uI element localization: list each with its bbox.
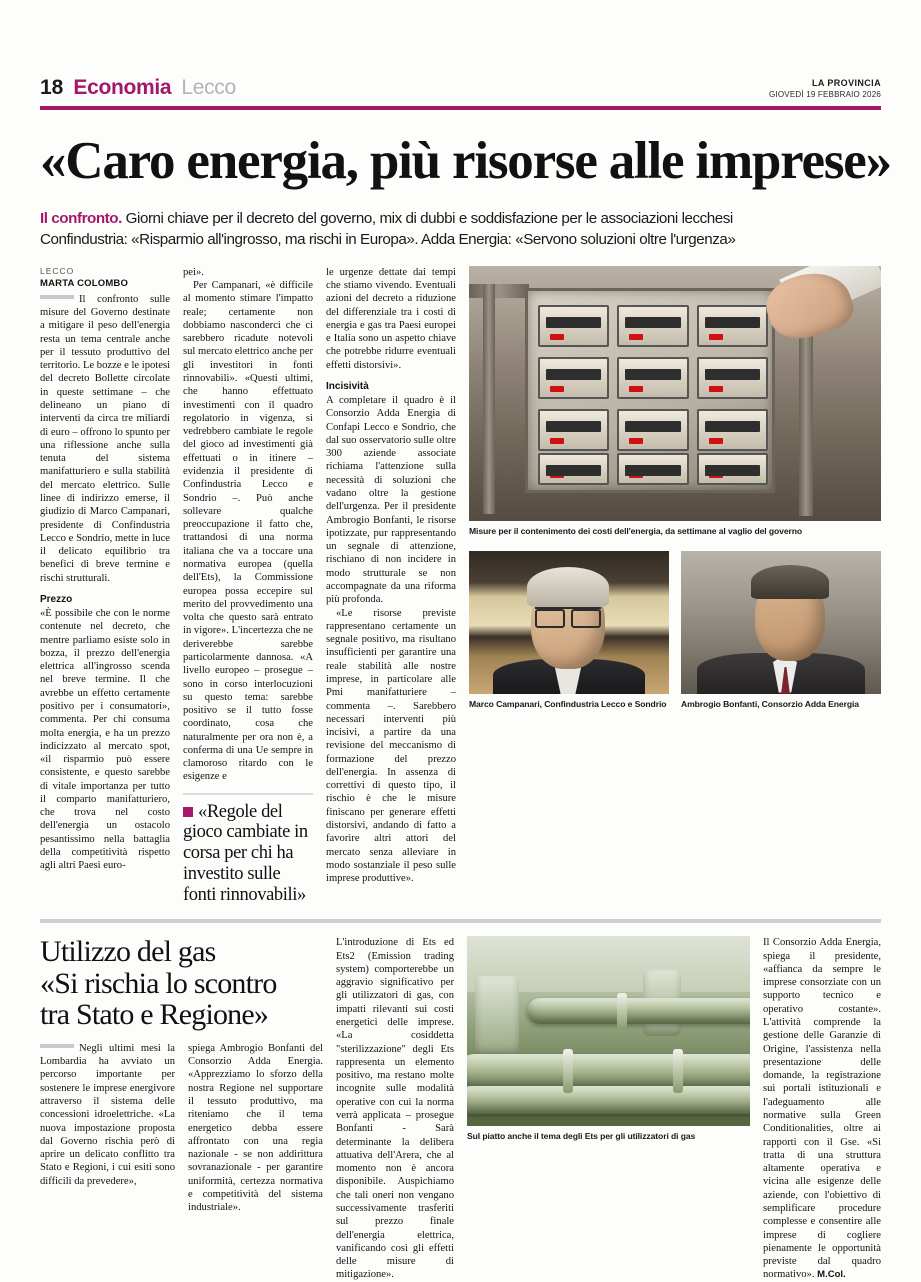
photo-caption-gas: Sul piatto anche il tema degli Ets per gli utilizzatori di gas <box>467 1131 696 1142</box>
lower-headline-line3: tra Stato e Regione» <box>40 997 269 1031</box>
portrait-row <box>469 551 881 710</box>
lower-column-4 <box>763 936 881 1281</box>
byline: MARTA COLOMBO <box>40 277 129 289</box>
lower-column-3 <box>336 936 454 1281</box>
subhead-incisivita: Incisività <box>326 381 369 393</box>
lower-headline <box>40 936 323 1030</box>
section-subtitle: Lecco <box>181 76 236 99</box>
square-bullet-icon <box>183 807 193 817</box>
photo-column <box>469 266 881 906</box>
photo-caption-bonfanti: Ambrogio Bonfanti, Consorzio Adda Energia <box>681 698 859 709</box>
article-column-2 <box>183 266 313 906</box>
masthead-right <box>769 78 881 100</box>
lower-headline-line2: «Si rischia lo scontro <box>40 966 277 1000</box>
deck-kicker: Il confronto. <box>40 209 122 227</box>
lower-photo-column <box>467 936 750 1281</box>
deck-line1: Giorni chiave per il decreto del governo, mix di dubbi e soddisfazione per le associazioni lecchesi <box>121 209 733 227</box>
masthead-rule <box>40 106 881 110</box>
subhead-prezzo: Prezzo <box>40 593 73 605</box>
pull-quote <box>183 793 313 906</box>
lead-dinkus <box>40 1044 74 1048</box>
photo-marco-campanari <box>469 551 669 694</box>
section-divider <box>40 919 881 923</box>
paragraph: le urgenze dettate dai tempi che stiamo vivendo. Eventuali azioni del decreto a riduzione del differenziale tra i costi di energia e gas tra Paesi europei e Italia sono un aspetto chiave che potrebbe ridurre eventuali effetti distorsivi». <box>326 266 456 371</box>
paragraph: L'introduzione di Ets ed Ets2 (Emission trading system) comporterebbe un aggravio significativo per gli utilizzatori di gas, con impatti rilevanti sui costi energetici delle imprese. «La cosiddetta "sterilizzazione" degli Ets rappresenta un elemento positivo, ma restano molte incognite sulle modalità operative con cui la norma verrà applicata – prosegue Bonfanti - Sarà determinante la delibera attuativa dell'Arera, che al momento non è ancora disponibile. Auspichiamo che tali oneri non vengano successivamente trasferiti sul prezzo finale dell'energia elettrica, vanificando così gli effetti delle misure di mitigazione». <box>336 937 454 1281</box>
paragraph: «Le risorse previste rappresentano certamente un segnale positivo, ma risultano insufficienti per garantire una reale stabilità alle nostre imprese, in particolare alle Pmi manifatturiere – commenta –. Sarebbero necessari interventi più incisivi, a partire da una revisione del meccanismo di formazione del prezzo dell'energia. In assenza di correttivi di questo tipo, il rischio è che le misure finiscano per generare effetti distorsivi, andando di fatto a favorire altri attori del mercato senza alleviare in modo sostanziale il peso sulle imprese produttive». <box>326 607 456 885</box>
top-article <box>40 266 881 906</box>
masthead <box>40 0 881 100</box>
photo-caption-campanari: Marco Campanari, Confindustria Lecco e Sondrio <box>469 698 667 709</box>
main-headline: «Caro energia, più risorse alle imprese» <box>40 132 891 190</box>
article-column-1 <box>40 266 170 906</box>
paper-name: LA PROVINCIA <box>812 77 881 88</box>
article-column-3 <box>326 266 456 906</box>
deck-line2: Confindustria: «Risparmio all'ingrosso, ma rischi in Europa». Adda Energia: «Servono soluzioni oltre l'urgenza» <box>40 231 736 249</box>
paragraph: pei». <box>183 266 204 278</box>
section-title: Economia <box>73 76 172 99</box>
portrait-block-bonfanti <box>681 551 881 710</box>
dateline-location: LECCO <box>40 265 75 276</box>
paragraph: Per Campanari, «è difficile al momento stimare l'impatto reale; certamente non dobbiamo nasconderci che ci sarebbero ricadute notevoli sul mercato elettrico anche per gli investitori in fonti rinnovabili». «Questi ultimi, che hanno effettuato investimenti con il quadro regolatorio in vigenza, si vedrebbero cambiate le regole del gioco ad investimenti già effettuati o in itinere – evidenzia il presidente di Confindustria Lecco e Sondrio –. Può anche sollevare qualche preoccupazione il fatto che, trattandosi di una norma italiana che va a toccare una normativa europea (quella dell'Ets), la Commissione europea possa eccepire sul merito del provvedimento una volta che questo sarà entrato in vigore». L'incertezza che ne deriverebbe sarebbe particolarmente dannosa. «A livello europeo – prosegue – sono in corso interlocuzioni su questo tema: sarebbe positivo se il tutto fosse coordinato, cosa che naturalmente per ora non è, a conferma di una Ue sempre in clamoroso ritardo con le esigenze e <box>183 280 314 783</box>
paragraph <box>40 293 170 585</box>
masthead-left <box>40 76 236 100</box>
photo-caption-main: Misure per il contenimento dei costi dell'energia, da settimane al vaglio del governo <box>469 525 803 536</box>
deck <box>40 208 881 251</box>
lower-article <box>40 936 881 1281</box>
paragraph <box>763 936 881 1281</box>
paragraph: spiega Ambrogio Bonfanti del Consorzio Adda Energia. «Apprezziamo lo sforzo della nostra Regione nel supportare il tessuto produttivo, ma riteniamo che il tema energetico debba essere affrontato con una regia nazionale - se non addirittura sovranazionale - per garantire uniformità, certezza normativa e competitività del sistema industriale». <box>188 1042 323 1214</box>
lower-column-1 <box>40 936 323 1281</box>
lead-text: Il confronto sulle misure del Governo destinate a mitigare il peso dell'energia resta un tema centrale anche per il tessuto produttivo del territorio. Le bozze e le ipotesi del decreto Bollette circolate in queste settimane – che delineano un piano di interventi da circa tre miliardi di euro – offrono lo spunto per una riflessione anche sulla tenuta del sistema manifatturiero e sulla stabilità del mercato elettrico. Sulle linee di indirizzo emerse, il giudizio di Marco Campanari, presidente di Confindustria Lecco e Sondrio, mette in luce il delicato equilibrio tra benefici di breve termine e rischi strutturali. <box>40 293 171 584</box>
lead-dinkus <box>40 295 74 299</box>
lower-headline-line1: Utilizzo del gas <box>40 935 216 969</box>
lower-col4-text: Il Consorzio Adda Energia, spiega il presidente, «affianca da sempre le imprese consorziate con un supporto tecnico e operativo costante». L'attività comprende la gestione delle Garanzie di Origine, l'assistenza nella presentazione delle domande, la registrazione sui portali istituzionali e l'adeguamento alle normative sulla Green Conditionalities, oltre ai rapporti con il Gse. «Si tratta di una struttura altamente operativa e vicina alle esigenze delle aziende, con l'obiettivo di semplificare procedure complesse e consentire alle imprese di cogliere pienamente le opportunità previste dal quadro normativo». <box>763 937 881 1281</box>
photo-energy-meters <box>469 266 881 521</box>
page-number: 18 <box>40 76 64 99</box>
paragraph: A completare il quadro è il Consorzio Adda Energia di Confapi Lecco e Sondrio, che dal suo osservatorio sulle oltre 300 aziende associate richiama l'attenzione sulla necessità di soluzioni che vadano oltre la gestione dell'urgenza. Per il presidente Ambrogio Bonfanti, le risorse ipotizzate, pur rappresentando un segnale di attenzione, rischiano di non incidere in modo strutturale se non accompagnate da una riforma più profonda. <box>326 395 456 606</box>
end-byline: M.Col. <box>817 1269 846 1281</box>
paragraph <box>40 1042 175 1188</box>
photo-gas-pipeline <box>467 936 750 1126</box>
portrait-block-campanari <box>469 551 669 710</box>
photo-ambrogio-bonfanti <box>681 551 881 694</box>
paragraph: «È possibile che con le norme contenute nel decreto, che mentre parliamo esiste solo in bozza, il prezzo dell'energia elettrica all'ingrosso scenda nel breve termine. Il che avrebbe un effetto certamente positivo per i consumatori», commenta. Per chi consuma molta energia, e ha un prezzo indicizzato al mercato spot, «il risparmio può essere consistente, e questo sarebbe di vitale importanza per tutto il comparto manifatturiero, che trova nel costo dell'energia un ostacolo pesantissimo nella battaglia della competitività rispetto agli altri Paesi euro- <box>40 607 170 872</box>
lower-col1-text: Negli ultimi mesi la Lombardia ha avviato un percorso importante per sostenere le imprese energivore attraverso il sistema delle concessioni idroelettriche. «La nuova impostazione proposta dal Governo rischia però di aprire un delicato conflitto tra Stato e Regioni, i cui esiti sono difficili da prevedere», <box>40 1042 175 1187</box>
pull-quote-text: «Regole del gioco cambiate in corsa per chi ha investito sulle fonti rinnovabili» <box>183 801 308 905</box>
issue-date: GIOVEDÌ 19 FEBBRAIO 2026 <box>769 90 881 100</box>
